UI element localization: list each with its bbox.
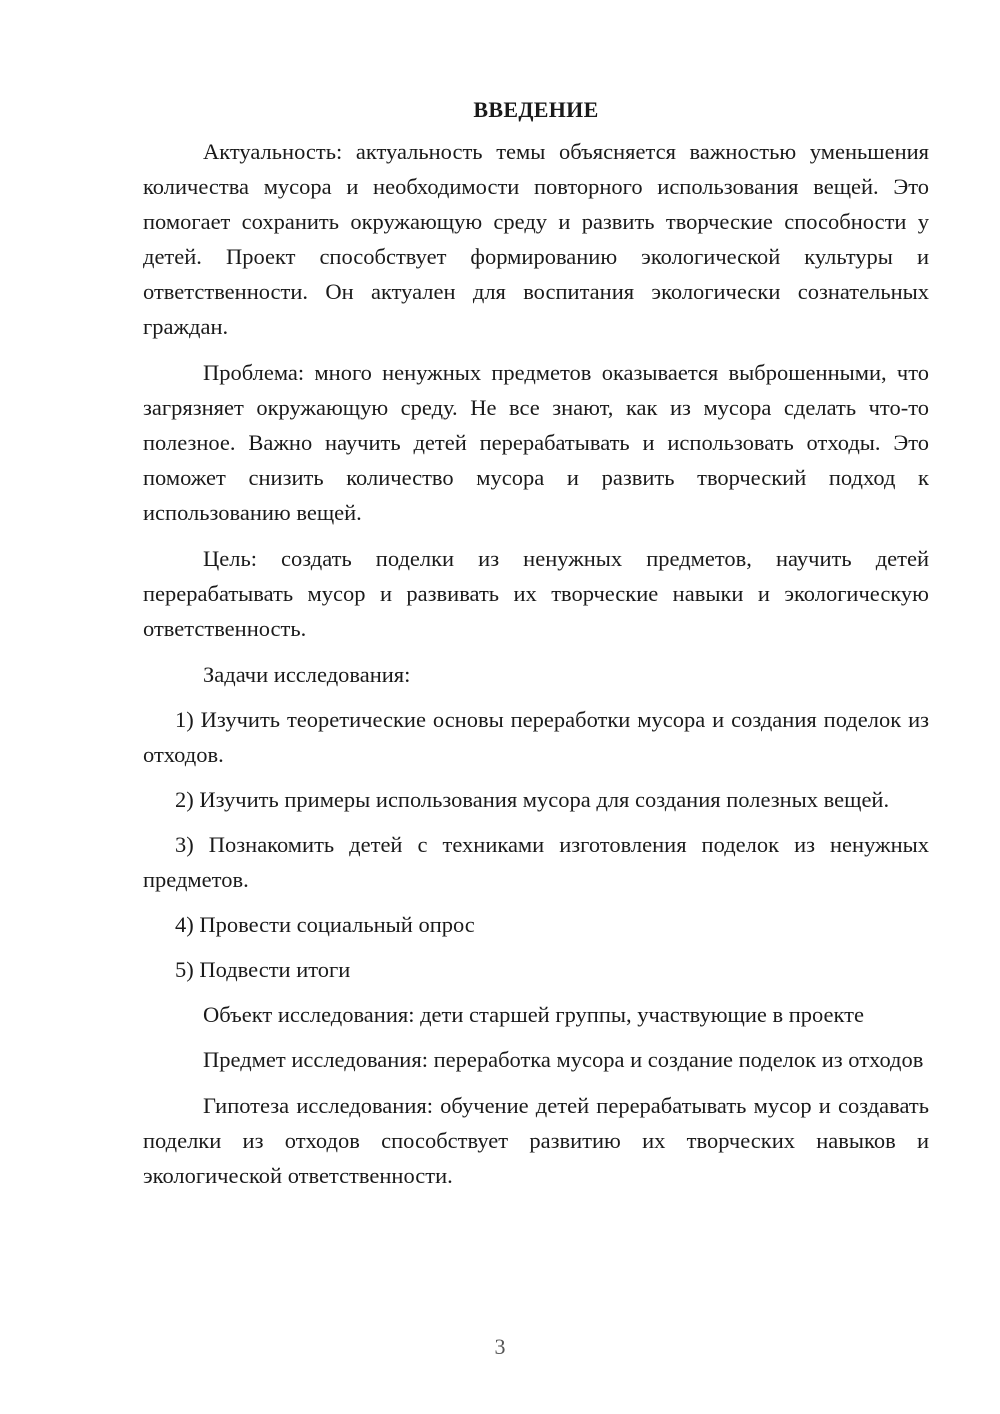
task-item: 4) Провести социальный опрос <box>175 912 475 937</box>
page-number: 3 <box>494 1334 506 1359</box>
goal-paragraph: Цель: создать поделки из ненужных предметов, научить детей перерабатывать мусор и развивать их творческие навыки и экологическую ответственность. <box>143 546 929 641</box>
problem-paragraph: Проблема: много ненужных предметов оказывается выброшенными, что загрязняет окружающую среду. Не все знают, как из мусора сделать что-то полезное. Важно научить детей перерабатывать и использовать отходы. Это поможет снизить количество мусора и развить творческий подход к использованию вещей. <box>143 360 929 525</box>
task-item: 1) Изучить теоретические основы переработки мусора и создания поделок из отходов. <box>143 707 929 767</box>
page-title: ВВЕДЕНИЕ <box>473 97 599 122</box>
hypothesis-paragraph: Гипотеза исследования: обучение детей перерабатывать мусор и создавать поделки из отходов способствует развитию их творческих навыков и экологической ответственности. <box>143 1093 929 1188</box>
object-paragraph: Объект исследования: дети старшей группы, участвующие в проекте <box>203 1002 864 1027</box>
tasks-heading: Задачи исследования: <box>203 662 411 687</box>
subject-paragraph: Предмет исследования: переработка мусора и создание поделок из отходов <box>203 1047 924 1072</box>
document-page <box>143 96 929 1204</box>
relevance-paragraph: Актуальность: актуальность темы объясняется важностью уменьшения количества мусора и необходимости повторного использования вещей. Это помогает сохранить окружающую среду и развить творческие способности у детей. Проект способствует формированию экологической культуры и ответственности. Он актуален для воспитания экологически сознательных граждан. <box>143 139 929 339</box>
task-item: 5) Подвести итоги <box>175 957 351 982</box>
task-item: 2) Изучить примеры использования мусора для создания полезных вещей. <box>175 787 890 812</box>
task-item: 3) Познакомить детей с техниками изготовления поделок из ненужных предметов. <box>143 832 929 892</box>
